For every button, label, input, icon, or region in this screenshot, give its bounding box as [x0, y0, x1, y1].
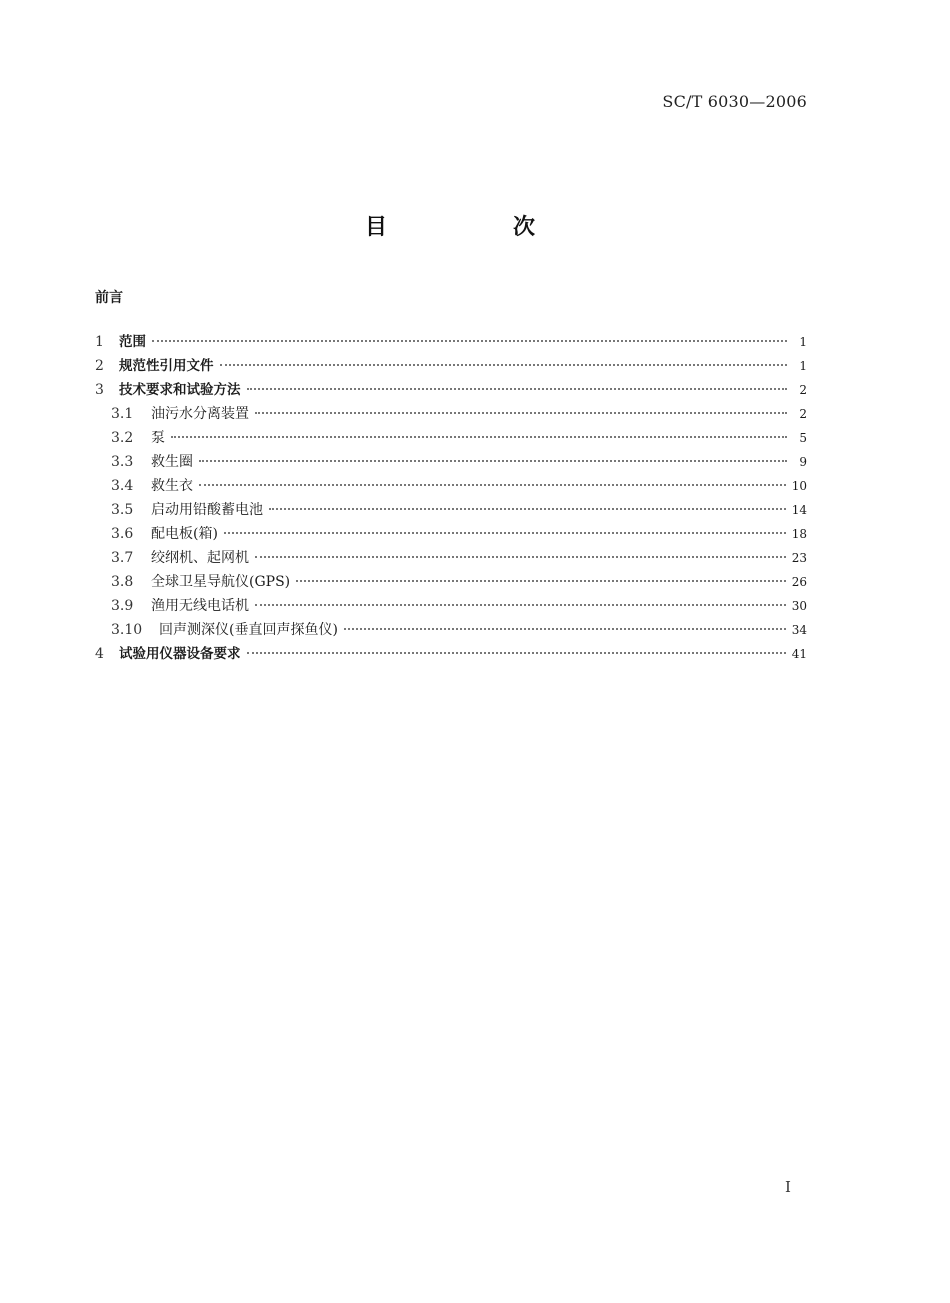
page-number: I [785, 1178, 791, 1196]
toc-entry[interactable] [95, 450, 807, 474]
toc-leader [247, 388, 788, 390]
toc-page: 10 [791, 479, 807, 493]
table-of-contents [95, 330, 807, 666]
toc-entry[interactable] [95, 354, 807, 378]
toc-number: 4 [95, 646, 104, 662]
toc-number: 1 [95, 334, 104, 350]
toc-label: 配电板(箱) [151, 526, 218, 542]
toc-number: 3.5 [111, 502, 134, 518]
toc-page: 5 [799, 431, 807, 445]
toc-entry[interactable] [95, 330, 807, 354]
toc-label: 范围 [119, 334, 146, 350]
toc-leader [220, 364, 788, 366]
toc-leader [269, 508, 786, 510]
toc-entry[interactable] [95, 546, 807, 570]
toc-entry[interactable] [95, 378, 807, 402]
toc-entry[interactable] [95, 498, 807, 522]
toc-entry[interactable] [95, 642, 807, 666]
toc-entry[interactable] [95, 522, 807, 546]
toc-page: 9 [799, 455, 807, 469]
toc-entry[interactable] [95, 570, 807, 594]
toc-page: 41 [791, 647, 807, 661]
page-title: 目 次 [364, 215, 587, 240]
toc-number: 2 [95, 358, 104, 374]
toc-leader [199, 484, 786, 486]
toc-number: 3 [95, 382, 104, 398]
toc-label: 启动用铅酸蓄电池 [151, 502, 263, 518]
toc-number: 3.9 [111, 598, 134, 614]
toc-leader [224, 532, 786, 534]
toc-label: 规范性引用文件 [119, 358, 214, 374]
toc-number: 3.7 [111, 550, 134, 566]
toc-page: 1 [799, 335, 807, 349]
toc-page: 34 [791, 623, 807, 637]
toc-leader [255, 412, 787, 414]
toc-entry[interactable] [95, 594, 807, 618]
toc-leader [296, 580, 786, 582]
toc-page: 1 [799, 359, 807, 373]
toc-label: 救生圈 [151, 454, 193, 470]
toc-label: 油污水分离装置 [151, 406, 249, 422]
toc-leader [247, 652, 786, 654]
toc-label: 渔用无线电话机 [151, 598, 249, 614]
toc-leader [152, 340, 787, 342]
toc-page: 23 [791, 551, 807, 565]
toc-entry[interactable] [95, 474, 807, 498]
toc-leader [255, 556, 786, 558]
toc-number: 3.1 [111, 406, 134, 422]
toc-label: 泵 [151, 430, 165, 446]
toc-page: 26 [791, 575, 807, 589]
toc-label: 救生衣 [151, 478, 193, 494]
foreword-heading: 前言 [95, 290, 123, 306]
toc-number: 3.3 [111, 454, 134, 470]
toc-label: 回声测深仪(垂直回声探鱼仪) [159, 622, 338, 638]
toc-number: 3.4 [111, 478, 134, 494]
toc-entry[interactable] [95, 402, 807, 426]
toc-leader [255, 604, 786, 606]
toc-number: 3.6 [111, 526, 134, 542]
toc-page: 2 [799, 383, 807, 397]
toc-entry[interactable] [95, 426, 807, 450]
toc-page: 14 [791, 503, 807, 517]
toc-label: 全球卫星导航仪(GPS) [151, 574, 291, 590]
toc-number: 3.2 [111, 430, 134, 446]
toc-page: 2 [799, 407, 807, 421]
toc-number: 3.8 [111, 574, 134, 590]
toc-leader [199, 460, 787, 462]
standard-code: SC/T 6030—2006 [662, 92, 807, 111]
toc-number: 3.10 [111, 622, 143, 638]
toc-leader [171, 436, 787, 438]
toc-label: 绞纲机、起网机 [151, 550, 249, 566]
toc-label: 技术要求和试验方法 [119, 382, 241, 398]
toc-label: 试验用仪器设备要求 [119, 646, 241, 662]
toc-page: 30 [791, 599, 807, 613]
toc-page: 18 [791, 527, 807, 541]
toc-leader [344, 628, 786, 630]
toc-entry[interactable] [95, 618, 807, 642]
